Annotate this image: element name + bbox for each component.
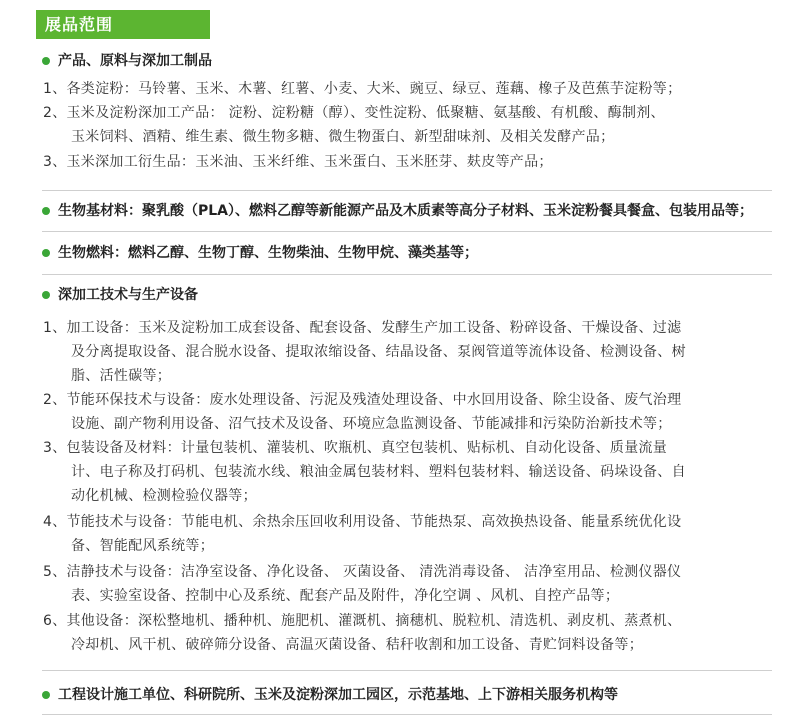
divider xyxy=(42,670,772,671)
list-item: 2、玉米及淀粉深加工产品： 淀粉、淀粉糖（醇）、变性淀粉、低聚糖、氨基酸、有机酸、酶制剂、 xyxy=(43,105,665,121)
divider xyxy=(42,231,772,232)
list-item: 2、节能环保技术与设备：废水处理设备、污泥及残渣处理设备、中水回用设备、除尘设备、废气治理 xyxy=(43,392,682,408)
section-heading-products: 产品、原料与深加工制品 xyxy=(58,53,212,69)
list-item: 3、玉米深加工衍生品：玉米油、玉米纤维、玉米蛋白、玉米胚芽、麸皮等产品； xyxy=(43,154,553,170)
list-item: 脂、活性碳等； xyxy=(71,368,172,384)
list-item: 3、包装设备及材料：计量包装机、灌装机、吹瓶机、真空包装机、贴标机、自动化设备、质量流量 xyxy=(43,440,668,456)
section-heading-related-orgs: 工程设计施工单位、科研院所、玉米及淀粉深加工园区，示范基地、上下游相关服务机构等 xyxy=(58,687,618,703)
list-item: 玉米饲料、酒精、维生素、微生物多糖、微生物蛋白、新型甜味剂、及相关发酵产品； xyxy=(71,129,615,145)
bullet-dot-icon xyxy=(42,57,50,65)
divider xyxy=(42,714,772,715)
list-item: 5、洁静技术与设备：洁净室设备、净化设备、 灭菌设备、 清洗消毒设备、 洁净室用品、检测仪器仪 xyxy=(43,564,682,580)
section-heading-biomaterials: 生物基材料：聚乳酸（PLA）、燃料乙醇等新能源产品及木质素等高分子材料、玉米淀粉餐具餐盒、包装用品等； xyxy=(58,203,754,219)
list-item: 1、加工设备：玉米及淀粉加工成套设备、配套设备、发酵生产加工设备、粉碎设备、干燥设备、过滤 xyxy=(43,320,682,336)
section-banner xyxy=(36,10,210,39)
bullet-dot-icon xyxy=(42,291,50,299)
divider xyxy=(42,190,772,191)
section-heading-biofuels: 生物燃料：燃料乙醇、生物丁醇、生物柴油、生物甲烷、藻类基等； xyxy=(58,245,478,261)
list-item: 动化机械、检测检验仪器等； xyxy=(71,488,257,504)
list-item: 表、实验室设备、控制中心及系统、配套产品及附件，净化空调 、风机、自控产品等； xyxy=(71,588,620,604)
list-item: 设施、副产物利用设备、沼气技术及设备、环境应急监测设备、节能减排和污染防治新技术等； xyxy=(71,416,672,432)
section-heading-equipment: 深加工技术与生产设备 xyxy=(58,287,198,303)
list-item: 6、其他设备：深松整地机、播种机、施肥机、灌溉机、摘穗机、脱粒机、清选机、剥皮机、蒸煮机、 xyxy=(43,613,682,629)
bullet-dot-icon xyxy=(42,691,50,699)
list-item: 及分离提取设备、混合脱水设备、提取浓缩设备、结晶设备、泵阀管道等流体设备、检测设备、树 xyxy=(71,344,686,360)
list-item: 备、智能配风系统等； xyxy=(71,538,214,554)
list-item: 4、节能技术与设备：节能电机、余热余压回收利用设备、节能热泵、高效换热设备、能量系统优化设 xyxy=(43,514,682,530)
list-item: 计、电子称及打码机、包装流水线、粮油金属包装材料、塑料包装材料、输送设备、码垛设备、自 xyxy=(71,464,686,480)
bullet-dot-icon xyxy=(42,249,50,257)
banner-title: 展品范围 xyxy=(45,15,114,34)
list-item: 1、各类淀粉：马铃薯、玉米、木薯、红薯、小麦、大米、豌豆、绿豆、莲藕、橡子及芭蕉芋淀粉等； xyxy=(43,81,682,97)
bullet-dot-icon xyxy=(42,207,50,215)
list-item: 冷却机、风干机、破碎筛分设备、高温灭菌设备、秸秆收割和加工设备、青贮饲料设备等； xyxy=(71,637,643,653)
divider xyxy=(42,274,772,275)
